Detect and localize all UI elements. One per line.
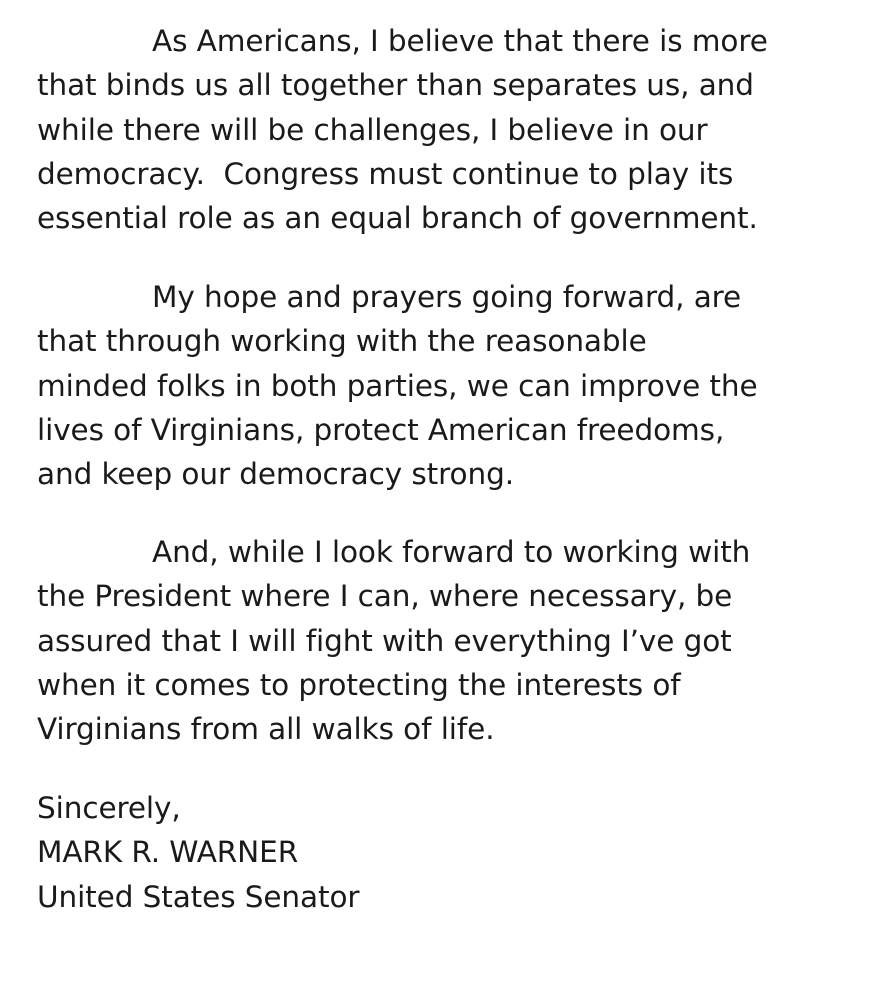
paragraph-line: when it comes to protecting the interests of bbox=[37, 667, 681, 702]
paragraph-3 bbox=[37, 530, 847, 751]
paragraph-line: assured that I will fight with everything I’ve got bbox=[37, 623, 732, 658]
paragraph-line: and keep our democracy strong. bbox=[37, 457, 514, 492]
paragraph-line: essential role as an equal branch of government. bbox=[37, 201, 758, 236]
signature-block bbox=[37, 786, 847, 919]
paragraph-line: As Americans, I believe that there is more bbox=[152, 24, 768, 58]
paragraph-line: that through working with the reasonable bbox=[37, 324, 647, 359]
paragraph-line: while there will be challenges, I believe in our bbox=[37, 112, 708, 147]
paragraph-line: the President where I can, where necessary, be bbox=[37, 579, 733, 614]
paragraph-2 bbox=[37, 275, 847, 496]
paragraph-line: And, while I look forward to working with bbox=[152, 535, 751, 569]
paragraph-line: that binds us all together than separates us, and bbox=[37, 68, 754, 103]
paragraph-line: democracy. Congress must continue to play its bbox=[37, 156, 734, 191]
signer-title: United States Senator bbox=[37, 879, 360, 914]
paragraph-line: lives of Virginians, protect American freedoms, bbox=[37, 412, 725, 447]
paragraph-1 bbox=[37, 19, 847, 240]
closing-salutation: Sincerely, bbox=[37, 791, 181, 825]
paragraph-line: Virginians from all walks of life. bbox=[37, 712, 495, 747]
paragraph-line: My hope and prayers going forward, are bbox=[152, 280, 742, 314]
paragraph-line: minded folks in both parties, we can improve the bbox=[37, 368, 758, 403]
signer-name: MARK R. WARNER bbox=[37, 835, 299, 870]
